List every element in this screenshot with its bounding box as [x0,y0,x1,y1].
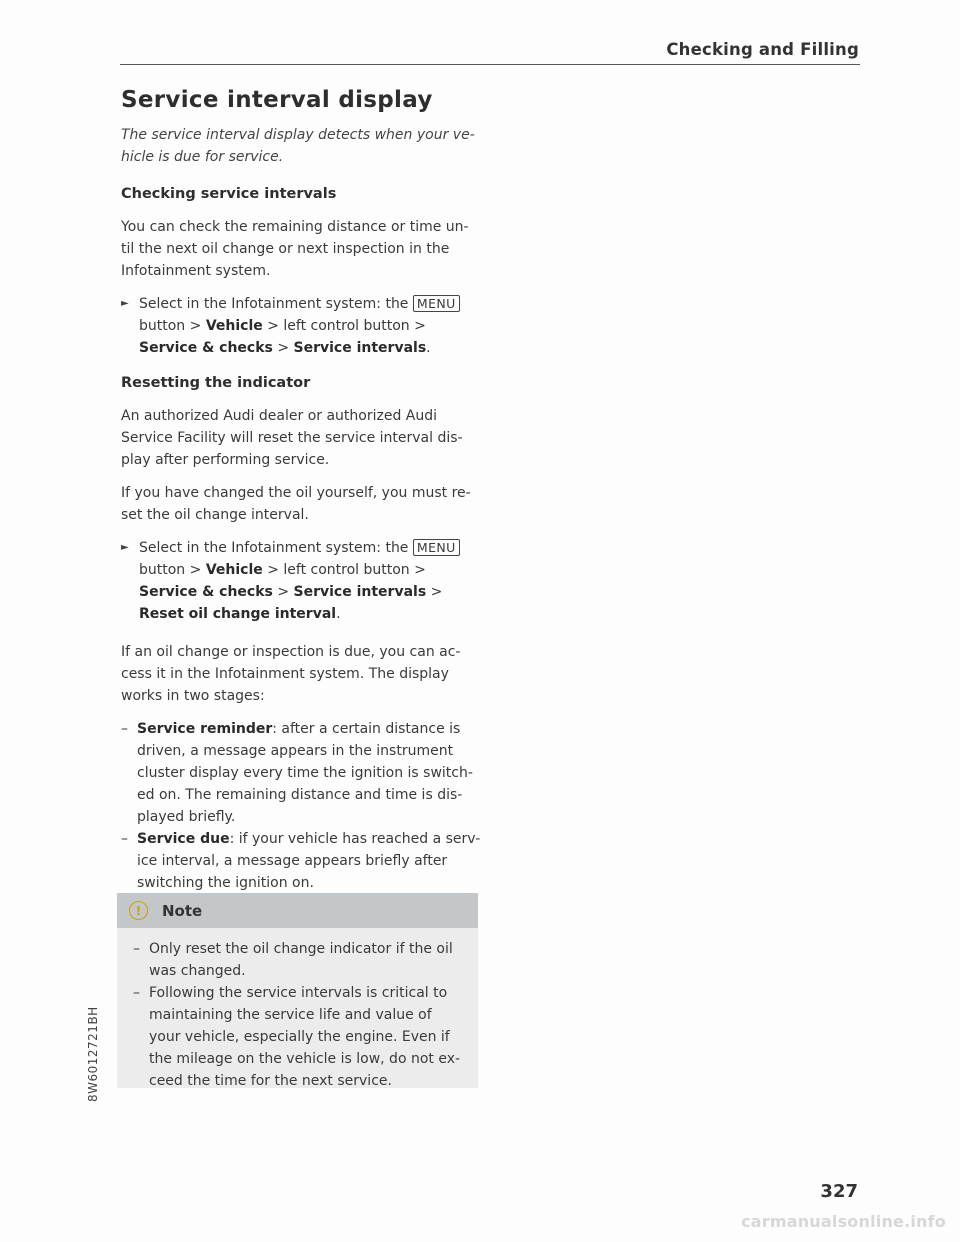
checking-step: ► Select in the Infotainment system: the MENU button > Vehicle > left control button > Service & checks > Service intervals. [121,293,481,359]
header-rule [120,64,860,65]
checking-heading: Checking service intervals [121,186,337,202]
stage-list [121,718,481,894]
dash-marker: – [133,941,140,957]
dash-marker: – [133,985,140,1001]
dash-marker: – [121,721,128,737]
watermark: carmanualsonline.info [741,1212,946,1231]
resetting-body-1: An authorized Audi dealer or authorized Audi Service Facility will reset the service interval dis- play after performing service. [121,408,463,468]
page-number: 327 [820,1181,858,1202]
page-title: Service interval display [121,87,433,113]
step-marker-icon: ► [121,542,129,553]
resetting-body-2: If you have changed the oil yourself, you must re- set the oil change interval. [121,485,471,523]
note-title: Note [162,901,203,920]
exclamation-circle-icon: ! [129,901,148,920]
dash-marker: – [121,831,128,847]
checking-body: You can check the remaining distance or time un- til the next oil change or next inspection in the Infotainment system. [121,219,469,279]
menu-key: MENU [413,295,460,312]
note-box [117,893,478,1088]
list-item: – Service due: if your vehicle has reached a serv- ice interval, a message appears briefly after switching the ignition on. [121,828,481,894]
section-title: Checking and Filling [666,40,859,59]
step-marker-icon: ► [121,298,129,309]
resetting-heading: Resetting the indicator [121,375,311,391]
note-list [133,938,466,1092]
resetting-body-3: If an oil change or inspection is due, you can ac- cess it in the Infotainment system. The display works in two stages: [121,644,461,704]
list-item: – Service reminder: after a certain distance is driven, a message appears in the instrument cluster display every time the ignition is switch- ed on. The remaining distance and time is dis- played briefly. [121,718,481,828]
intro-text: The service interval display detects when your ve- hicle is due for service. [121,127,475,165]
document-code: 8W6012721BH [86,1006,100,1102]
resetting-step: ► Select in the Infotainment system: the MENU button > Vehicle > left control button > Service & checks > Service intervals > Reset oil change interval. [121,537,481,625]
list-item: – Following the service intervals is critical to maintaining the service life and value of your vehicle, especially the engine. Even if the mileage on the vehicle is low, do not ex- ceed the time for the next service. [133,982,466,1092]
note-header [117,893,478,928]
list-item: – Only reset the oil change indicator if the oil was changed. [133,938,466,982]
main-column [121,86,481,905]
menu-key: MENU [413,539,460,556]
